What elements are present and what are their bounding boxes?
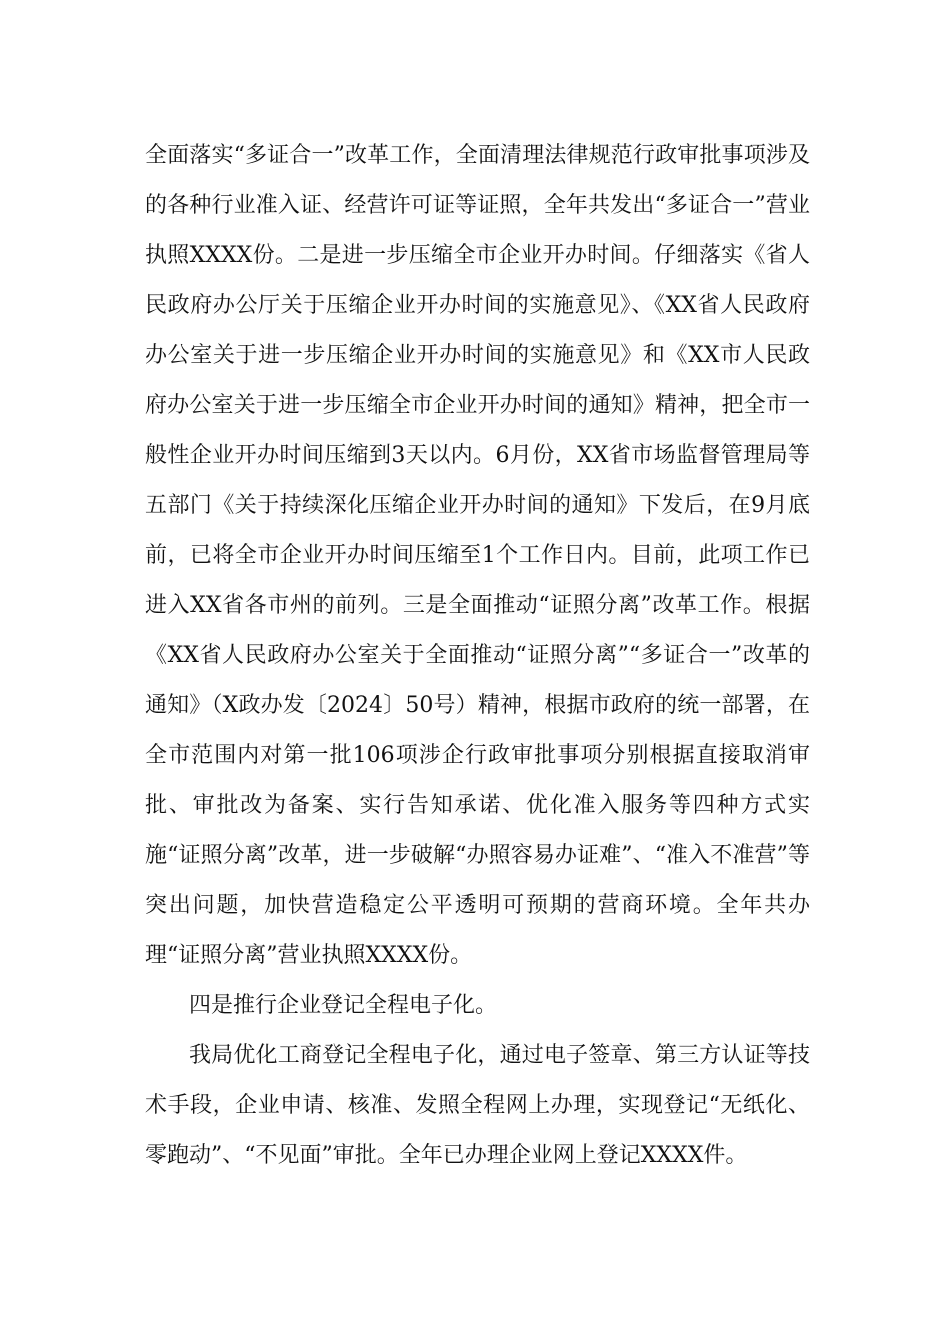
paragraph-electronic-registration: 我局优化工商登记全程电子化，通过电子签章、第三方认证等技术手段，企业申请、核准、发照全程网上办理，实现登记“无纸化、零跑动”、“不见面”审批。全年已办理企业网上登记XXXX件。 (145, 1043, 810, 1168)
paragraph-heading-electronic-registration: 四是推行企业登记全程电子化。 (189, 993, 498, 1018)
document-body (145, 131, 810, 1181)
paragraph-reform-measures: 全面落实“多证合一”改革工作，全面清理法律规范行政审批事项涉及的各种行业准入证、经营许可证等证照，全年共发出“多证合一”营业执照XXXX份。二是进一步压缩全市企业开办时间。仔细落实《省人民政府办公厅关于压缩企业开办时间的实施意见》、《XX省人民政府办公室关于进一步压缩企业开办时间的实施意见》和《XX市人民政府办公室关于进一步压缩全市企业开办时间的通知》精神，把全市一般性企业开办时间压缩到3天以内。6月份，XX省市场监督管理局等五部门《关于持续深化压缩企业开办时间的通知》下发后，在9月底前，已将全市企业开办时间压缩至1个工作日内。目前，此项工作已进入XX省各市州的前列。三是全面推动“证照分离”改革工作。根据《XX省人民政府办公室关于全面推动“证照分离”“多证合一”改革的通知》（X政办发〔2024〕50号）精神，根据市政府的统一部署，在全市范围内对第一批106项涉企行政审批事项分别根据直接取消审批、审批改为备案、实行告知承诺、优化准入服务等四种方式实施“证照分离”改革，进一步破解“办照容易办证难”、“准入不准营”等突出问题，加快营造稳定公平透明可预期的营商环境。全年共办理“证照分离”营业执照XXXX份。 (145, 143, 810, 968)
